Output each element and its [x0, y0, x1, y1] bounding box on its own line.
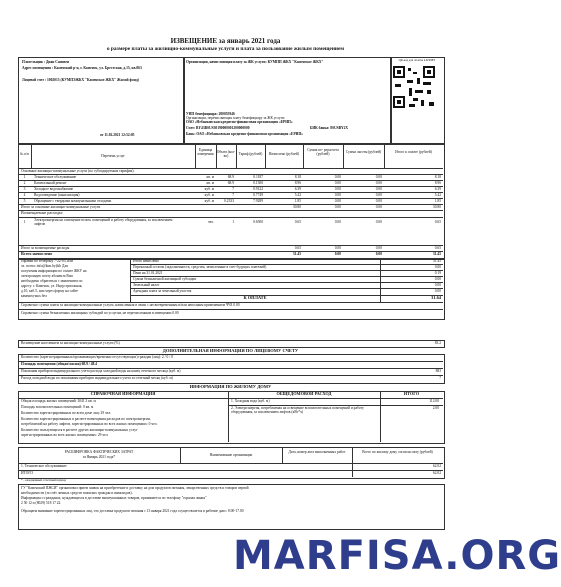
house-mid-title: ОБЩЕДОМОВОЙ РАСХОД	[276, 391, 332, 396]
reimbursement-value: 83.2	[434, 341, 441, 345]
cell-recalc: 0.00	[334, 205, 341, 209]
cell-total: 0.65	[434, 220, 441, 224]
extra-value-4: 7	[439, 376, 441, 380]
costs-total-value: 62.02	[432, 471, 441, 475]
cell-service: Водоотведение (канализация)	[34, 193, 80, 197]
contact-line-8: каменец-жкх.бел	[21, 294, 47, 298]
cell-service: Капитальный ремонт	[34, 181, 67, 185]
notice-line-5: Обращаем внимание зарегистрированных лиц, что доставка продуктов питания с 13 января 2021 года осуществляется в рабочие дни с 8.00-17.00	[21, 509, 244, 513]
cell-unit: куб. м	[204, 199, 214, 203]
cell-tariff: 0.7749	[253, 193, 263, 197]
cell-service: Электроэнергия на освещение вспом. помещений и работу оборудования, за исключением лифтов	[34, 218, 173, 227]
extra-line-3: Показания приборов индивидуального учета расхода холодной воды на конец отчетного месяца (куб. м)	[21, 369, 181, 373]
summary-value: 0.00	[434, 289, 441, 293]
costs-row-value: 62.02	[432, 464, 441, 468]
notice-line-2: необходимости (за счёт личных средств пожилых граждан и инвалидов).	[21, 491, 133, 495]
col-recalc-header: Сумма пе- рерасчета (рублей)	[307, 148, 339, 157]
cell-service: Техническое обслуживание	[34, 175, 77, 179]
extra-value-3: 883	[435, 369, 441, 373]
cell-unit: кв. м	[206, 181, 214, 185]
cell-unit: кв. м	[206, 175, 214, 179]
cell-accrued: 8.96	[294, 181, 301, 185]
subtotal-label: Итого за возмещаемые расходы	[21, 246, 70, 250]
contact-line-3: получения информации по оплате ЖКУ на	[21, 269, 87, 273]
cell-service: Обращение с твердыми коммунальными отходами	[34, 199, 112, 203]
subtotal-label: Итого за основные жилищно-коммунальные услуги	[21, 205, 101, 209]
cell-benefit: 0.00	[375, 181, 382, 185]
house-left-title: СПРАВОЧНАЯ ИНФОРМАЦИЯ	[90, 391, 156, 396]
col-tariff-header: Тариф (рублей)	[238, 152, 263, 156]
cell-accrued: 0.65	[294, 246, 301, 250]
org-bik: БИК банка: 8SUSBY2X	[310, 126, 349, 130]
cell-accrued: 0.65	[294, 220, 301, 224]
cell-recalc: 0.00	[334, 252, 341, 256]
notice-line-1: ГУ "Каменский ПЖСИ" организовал прием заявок на приобретение и доставку на дом продуктов питания, лекарственных средств и товаров первой	[21, 486, 249, 490]
cell-accrued: 8.18	[294, 175, 301, 179]
cell-qty: 7	[232, 193, 234, 197]
cell-qty: 0.2333	[224, 199, 234, 203]
house-usage-2: 2. Электроэнергия, потребляемая на освещение вспомогательных помещений и работу оборудования, за исключением лифтов (кВт*ч)	[231, 406, 364, 415]
org-line1: Организация, начисляющая плату за ЖК услуги: КУМПП ЖКХ "Каменское ЖКХ"	[186, 60, 324, 64]
cell-num: 4	[23, 193, 26, 197]
cell-num: 2	[23, 181, 26, 185]
house-info-line: потребляемой на работу лифтов, зарегистрированных во всех жилых помещениях: 0 чел.	[21, 422, 158, 426]
house-usage-2-value: 2.00	[432, 406, 439, 410]
cell-benefit: 0.00	[375, 175, 382, 179]
summary-label: Пени на 31.01.2021	[133, 271, 163, 275]
payer-name: Плательщик : Диан Саповен	[22, 60, 69, 64]
cell-unit: чел.	[207, 220, 214, 224]
cell-benefit: 0.00	[375, 187, 382, 191]
org-line2: Организация, перечисляющая плату бенефициару за ЖК услуги:	[186, 116, 286, 120]
cell-accrued: 1.85	[294, 199, 301, 203]
house-usage-1: 1. Холодная вода (куб. м)	[231, 399, 270, 403]
extra-line-2: Площадь помещения (общая/жилая) 68.9 / 48.4	[21, 362, 97, 366]
qr-code-icon[interactable]	[393, 66, 435, 108]
summary-value: 0.00	[434, 277, 441, 281]
to-pay-label: К ОПЛАТЕ	[243, 295, 267, 300]
cell-tariff: 0.1300	[253, 181, 263, 185]
cell-total: 6.39	[434, 187, 441, 191]
costs-col-total: Всего по жилому дому согласно акту (рублей)	[362, 450, 433, 454]
cell-benefit: 0.00	[375, 193, 382, 197]
summary-value: 31.45	[432, 259, 441, 263]
cell-num: 1	[23, 220, 26, 224]
payer-account: Лицевой счет : 1002013 (КУМПЭЖКХ "Каменское ЖКХ" Жилой фонд)	[22, 78, 139, 82]
cell-tariff: 0.6500	[253, 220, 263, 224]
cell-recalc: 0.00	[334, 181, 341, 185]
notice-line-4: 2 50 12 и (8029) 518 17 22.	[21, 501, 62, 505]
summary-label: Арендная плата за земельный участок	[133, 289, 192, 293]
cell-accrued: 6.39	[294, 187, 301, 191]
invoice-date: от 11.02.2021 12:52:05	[100, 133, 135, 137]
note-line-2: Справочно: сумма безналичных жилищных субсидий по услугам, не перечисленным в извещении 0.00	[21, 311, 179, 315]
cell-total: 30.80	[432, 205, 441, 209]
contact-line-5: необходимо обратиться с заявлением по	[21, 279, 83, 283]
costs-row-label: 1. Техническое обслуживание	[21, 464, 67, 468]
cell-service: Холодное водоснабжение	[34, 187, 74, 191]
cell-total: 8.96	[434, 181, 441, 185]
house-info-line: Количество пользующихся в расчете других жилищно-коммунальных услуг	[21, 428, 138, 432]
org-line3: ОАО «Небанковская кредитно-финансовая организация «ЕРИП»	[186, 120, 293, 124]
notice-line-3: Информация о гражданах, нуждающихся в доставке вышеуказанных товаров, принимается по телефону "горячая линия"	[21, 496, 207, 500]
cell-recalc: 0.00	[334, 199, 341, 203]
extra-line-1: Количество (зарегистрированных/проживающих/временно отсутствующих) граждан (лиц): 2 / 0 / 0	[21, 355, 173, 359]
contact-line-1: справки по телефону 7-22-03, или	[21, 259, 73, 263]
cell-tariff: 7.9289	[253, 199, 263, 203]
cell-unit: куб. м	[204, 193, 214, 197]
col-service-header: Перечень услуг	[101, 154, 125, 158]
costs-footnote: * - ежедневный отчетный период	[21, 478, 67, 482]
cell-recalc: 0.00	[334, 220, 341, 224]
cell-tariff: 0.9122	[253, 187, 263, 191]
cell-recalc: 0.00	[334, 246, 341, 250]
note-line-1: Справочно: сумма платы за жилищно-коммунальные услуги, начисленная в связи с несвоевременным и/или неполным применением ЧЧЗ 0.00	[21, 303, 240, 307]
col-total-header: Итого к оплате (рублей)	[395, 150, 432, 154]
house-info-line: Общая площадь жилых помещений: 3041.3 кв. м	[21, 399, 96, 403]
house-right-title: ИТОГО	[403, 391, 420, 396]
costs-col-org: Наименование организации	[209, 453, 253, 457]
grand-label: Всего начислено	[21, 251, 53, 256]
contact-line-2: эл. почта: info@ktm.by|ikh Для	[21, 264, 68, 268]
cell-qty: 1	[232, 220, 234, 224]
col-unit-header: Единица измерения	[197, 148, 214, 157]
cell-benefit: 0.00	[375, 246, 382, 250]
cell-recalc: 0.00	[334, 187, 341, 191]
summary-label: Перекасный остаток (задолженность; средства, зачисленные в счет будущих платежей)	[133, 265, 267, 269]
cell-benefit: 0.00	[375, 252, 382, 256]
org-account: Счет: BY43BSUS30190000001200000000	[186, 126, 250, 130]
costs-total-label: ИТОГО	[21, 471, 33, 475]
summary-value: 0.00	[434, 283, 441, 287]
col-qty-header: Объем (кол-во)	[216, 150, 236, 159]
cell-accrued: 5.42	[294, 193, 301, 197]
org-bank: Банк: ОАО «Небанковская кредитно-финансовая организация «ЕРИП»	[186, 132, 304, 136]
cell-tariff: 0.1187	[253, 175, 263, 179]
col-num-header: № п/п	[19, 152, 30, 156]
cell-num: 5	[23, 199, 26, 203]
summary-value: 0.00	[434, 265, 441, 269]
cell-total: 0.65	[434, 246, 441, 250]
reimbursement-label: Возмещение населением за жилищно-коммунальные услуги (%)	[21, 341, 120, 345]
costs-col-act: Дата, номер акта выполненных работ	[288, 450, 346, 454]
cell-recalc: 0.00	[334, 193, 341, 197]
house-info-line: Площадь вспомогательных помещений: 0 кв. м	[21, 405, 94, 409]
summary-value: 0.19	[434, 271, 441, 275]
cell-unit: куб. м	[204, 187, 214, 191]
cell-total: 5.42	[434, 193, 441, 197]
cell-qty: 68.9	[227, 175, 234, 179]
house-info-line: Количество зарегистрированных во всем доме лиц: 29 чел.	[21, 411, 112, 415]
payer-address: Адрес помещения : Каменский р-н, г. Каменск, ул. Брестская, д.15, кв.063	[22, 66, 142, 70]
to-pay-value: 31.64	[431, 295, 441, 300]
summary-label: Земельный налог	[133, 283, 160, 287]
invoice-subtitle: о размере платы за жилищно-коммунальные услуги и плата за пользование жилым помещением	[106, 46, 345, 52]
extra-line-4: Расход холодной воды по показаниям приборов индивидуального учета за отчетный месяц (куб. м)	[21, 376, 173, 380]
cell-num: 1	[23, 175, 26, 179]
costs-title: РАСШИФРОВКА ФАКТИЧЕСКИХ ЗАТРАТ	[64, 450, 134, 454]
house-info-title: ИНФОРМАЦИЯ ПО ЖИЛОМУ ДОМУ	[189, 384, 272, 389]
cell-qty: 7	[232, 187, 234, 191]
cell-total: 1.85	[434, 199, 441, 203]
cell-accrued: 31.45	[292, 252, 301, 256]
cell-qty: 68.9	[227, 181, 234, 185]
cell-benefit: 0.00	[375, 205, 382, 209]
contact-line-7: д.10, каб.5, или через форму на сайте	[21, 289, 78, 293]
house-usage-1-value: 112.00	[429, 399, 439, 403]
cell-num: 3	[23, 187, 26, 191]
contact-line-6: адресу: г. Каменск, ул. Индустриальная,	[21, 284, 83, 288]
section-main-label: Основные жилищно-коммунальные услуги (по субсидируемым тарифам):	[21, 169, 135, 173]
house-info-line: зарегистрированных во всех жилых помещениях: 29 чел.	[21, 433, 109, 437]
extra-info-title: ДОПОЛНИТЕЛЬНАЯ ИНФОРМАЦИЯ ПО ЛИЦЕВОМУ СЧЕТУ	[162, 348, 299, 353]
costs-title-2: за Январь 2021 года*	[82, 455, 116, 459]
cell-total: 8.18	[434, 175, 441, 179]
cell-recalc: 0.00	[334, 175, 341, 179]
cell-total: 31.45	[432, 252, 441, 256]
col-accrued-header: Начислено (рублей)	[268, 152, 300, 156]
qr-caption: QR-код для оплаты в КЗИЕТ	[398, 58, 436, 62]
summary-label: Итого начислено	[133, 259, 159, 263]
watermark-logo: MARFISA.ORG	[233, 533, 561, 579]
summary-label: Сумма безналичной жилищной субсидии	[133, 277, 197, 281]
cell-benefit: 0.00	[375, 220, 382, 224]
col-benefit-header: Сумма льготы (рублей)	[345, 150, 382, 154]
contact-line-4: электронную почту абонента Вам	[21, 274, 73, 278]
house-info-line: Количество зарегистрированных в расчете возмещения расходов по электроэнергии,	[21, 417, 151, 421]
invoice-title: ИЗВЕЩЕНИЕ за январь 2021 года	[170, 37, 281, 45]
cell-benefit: 0.00	[375, 199, 382, 203]
org-unp: УНП бенефициара: 200055946	[186, 112, 235, 116]
section-reimb-label: Возмещаемые расходы:	[21, 210, 64, 215]
cell-accrued: 30.80	[292, 205, 301, 209]
